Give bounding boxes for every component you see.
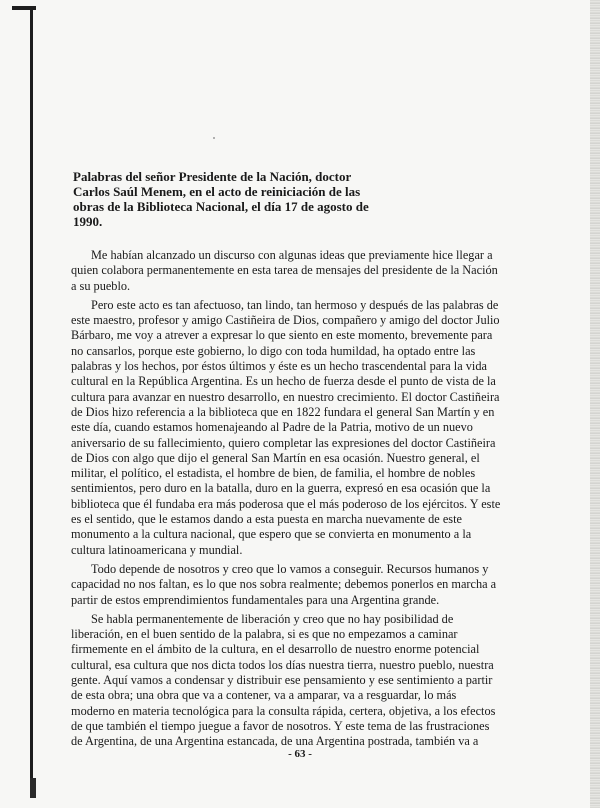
speech-title: Palabras del señor Presidente de la Nación, doctor Carlos Saúl Menem, en el acto de reiniciación de las obras de la Biblioteca Nacional, el día 17 de agosto de 1990. bbox=[73, 169, 369, 229]
speech-body bbox=[71, 248, 501, 750]
page-number: - 63 - bbox=[288, 748, 312, 760]
binding-bottom-mark bbox=[30, 778, 36, 798]
paragraph: Pero este acto es tan afectuoso, tan lindo, tan hermoso y después de las palabras de este maestro, profesor y amigo Castiñeira de Dios, compañero y amigo del doctor Julio Bárbaro, me voy a atrever a expresar lo que siento en este momento, brevemente para no cansarlos, porque este gobierno, lo digo con toda humildad, ha optado entre las palabras y los hechos, por éstos últimos y éste es un hecho trascendental para la vida cultural en la República Argentina. Es un hecho de fuerza desde el punto de vista de la cultura para avanzar en nuestro desarrollo, en nuestro crecimiento. El doctor Castiñeira de Dios hizo referencia a la biblioteca que en 1822 fundara el general San Martín y en este día, cuando estamos homenajeando al Padre de la Patria, motivo de un nuevo aniversario de su fallecimiento, quiero completar las expresiones del doctor Castiñeira de Dios con algo que dijo el general San Martín en esa ocasión. Nuestro general, el militar, el político, el estadista, el hombre de bien, de familia, el hombre de nobles sentimientos, pero duro en la batalla, duro en la guerra, expresó en esa ocasión que la biblioteca que él fundaba era más poderosa que el más poderoso de los ejércitos. Y este es el sentido, que le estamos dando a esta puesta en marcha nuevamente de este monumento a la cultura nacional, que espero que se convierta en monumento a la cultura latinoamericana y mundial. bbox=[71, 297, 501, 557]
paragraph: Todo depende de nosotros y creo que lo vamos a conseguir. Recursos humanos y capacidad no nos faltan, es lo que nos sobra realmente; debemos ponerlos en marcha a partir de estos emprendimientos fundamentales para una Argentina grande. bbox=[71, 561, 497, 607]
binding-spine-line bbox=[30, 6, 33, 796]
scan-speck bbox=[213, 137, 215, 139]
paragraph: Me habían alcanzado un discurso con algunas ideas que previamente hice llegar a quien colabora permanentemente en esta tarea de mensajes del presidente de la Nación a su pueblo. bbox=[71, 248, 498, 293]
paragraph: Se habla permanentemente de liberación y creo que no hay posibilidad de liberación, en el buen sentido de la palabra, si es que no empezamos a caminar firmemente en el ámbito de la cultura, en el desarrollo de nuestro enorme potencial cultural, esa cultura que nos dicta todos los días nuestra tierra, nuestro pueblo, nuestra gente. Aquí vamos a condensar y distribuir ese pensamiento y ese sentimiento a partir de esta obra; una obra que va a contener, va a amparar, va a resguardar, lo más moderno en materia tecnológica para la consulta rápida, certera, objetiva, a los efectos de que también el tiempo juegue a favor de nosotros. Y este tema de las frustraciones de Argentina, de una Argentina estancada, de una Argentina postrada, también va a bbox=[71, 611, 496, 749]
page-edge-shadow bbox=[590, 0, 600, 808]
